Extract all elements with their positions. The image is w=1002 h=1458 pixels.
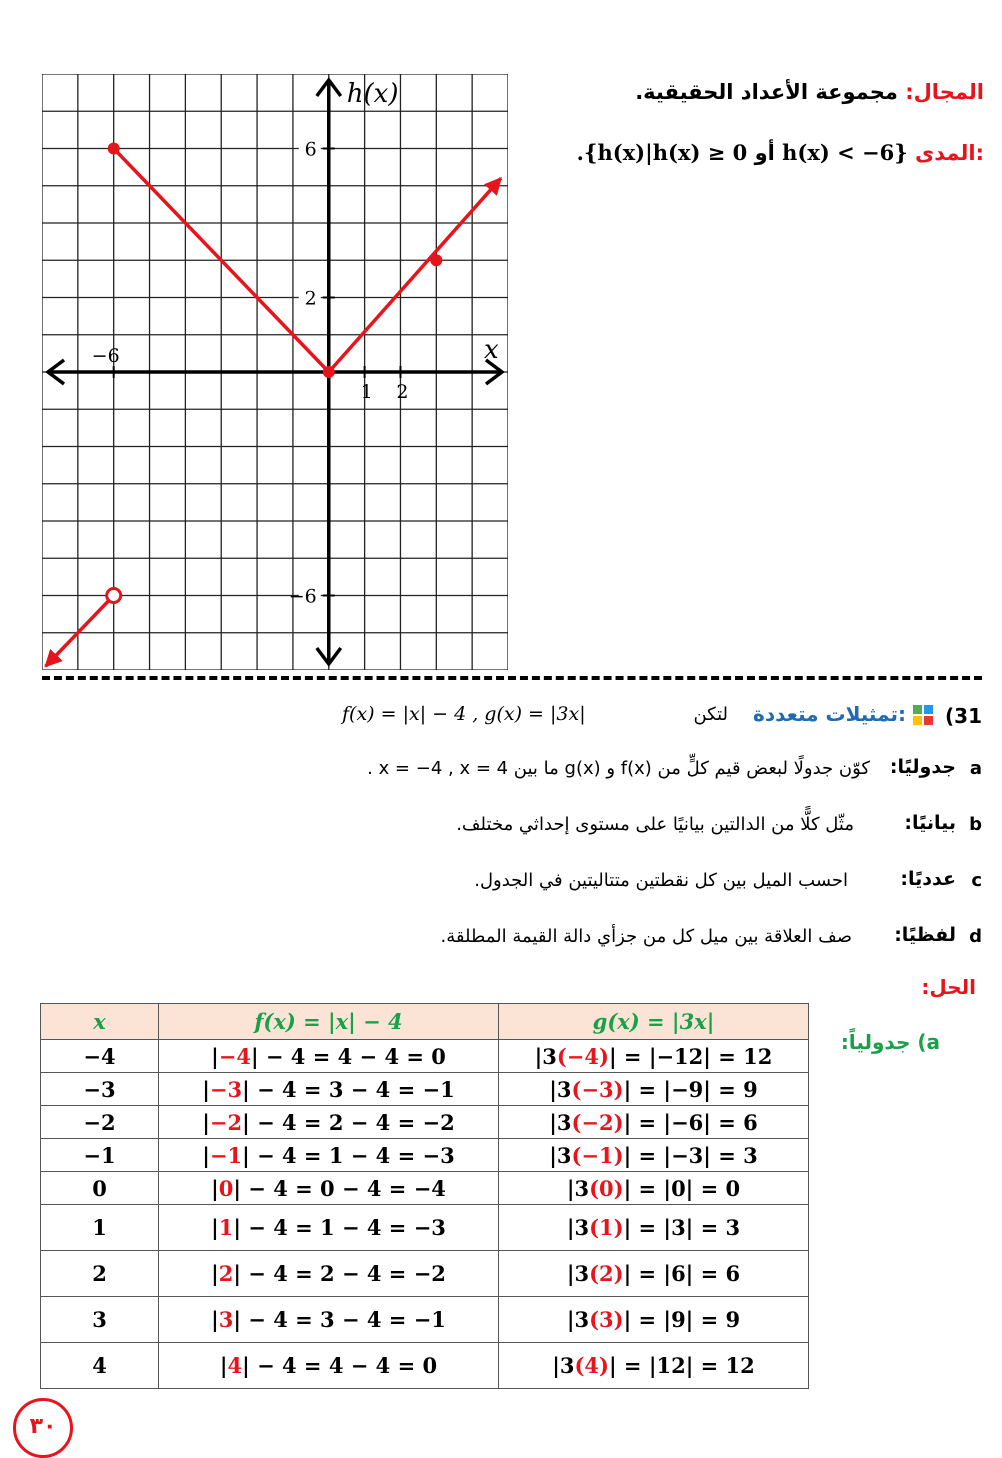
cell-g-expression: | = |9| = 9 [623, 1307, 741, 1332]
range-or-word: أو [754, 141, 775, 165]
cell-x: −3 [41, 1073, 159, 1106]
cell-g [499, 1139, 809, 1172]
cell-x: −2 [41, 1106, 159, 1139]
cell-g-input-value: (4) [574, 1353, 609, 1378]
cell-f-expression: | − 4 = 1 − 4 = −3 [233, 1215, 446, 1240]
cell-g-expression: |3 [549, 1076, 572, 1102]
cell-f [159, 1040, 499, 1073]
cell-f-input-value: 4 [227, 1353, 243, 1378]
part-d-label: لفظيًا: [894, 924, 956, 946]
closed-point [430, 254, 442, 266]
cell-f [159, 1073, 499, 1106]
part-c-text: احسب الميل بين كل نقطتين متتاليتين في الجدول. [474, 870, 848, 891]
cell-g-expression: | = |0| = 0 [623, 1175, 741, 1201]
cell-f-input-value: −4 [218, 1043, 251, 1069]
cell-g [499, 1297, 809, 1343]
part-c [402, 868, 982, 898]
page-number: ٣٠ [13, 1398, 73, 1458]
domain-label: المجال: [905, 80, 984, 104]
range-label: المدى: [915, 141, 984, 165]
cell-f-expression: | − 4 = 4 − 4 = 0 [250, 1043, 446, 1069]
cell-g [499, 1040, 809, 1073]
cell-g-expression: | = |−6| = 6 [623, 1109, 758, 1135]
part-a-letter: a [969, 758, 982, 779]
cell-x: 0 [41, 1172, 159, 1205]
cell-f-expression: | [211, 1307, 219, 1332]
cell-g-input-value: (−2) [571, 1109, 624, 1135]
cell-f [159, 1343, 499, 1389]
cell-f-expression: | [211, 1043, 219, 1069]
absolute-value-graph [42, 74, 508, 670]
part-a [222, 756, 982, 786]
domain-statement [635, 80, 984, 104]
cell-g-expression: |3 [566, 1175, 590, 1201]
part-b-letter: b [969, 814, 982, 835]
header-x: x [41, 1004, 159, 1040]
cell-f-expression: | [202, 1142, 210, 1168]
cell-g-input-value: (3) [589, 1307, 624, 1332]
cell-g-expression: |3 [566, 1307, 590, 1332]
y-axis-label: h(x) [346, 79, 399, 109]
cell-f-expression: | [202, 1076, 210, 1102]
domain-text: مجموعة الأعداد الحقيقية. [635, 80, 898, 104]
cell-g [499, 1172, 809, 1205]
cell-g-input-value: (−1) [571, 1142, 624, 1168]
values-table [40, 1003, 809, 1389]
header-g: g(x) = |3x| [499, 1004, 809, 1040]
cell-g-expression: | = |−12| = 12 [608, 1043, 773, 1069]
cell-f-input-value: 0 [218, 1175, 234, 1201]
y-tick-label: 6 [304, 138, 317, 161]
cell-f [159, 1251, 499, 1297]
cell-g-input-value: (0) [589, 1175, 624, 1201]
cell-f-expression: | [211, 1215, 219, 1240]
table-row [41, 1343, 809, 1389]
problem-functions: f(x) = |x| − 4 , g(x) = |3x| [342, 703, 586, 725]
cell-f-expression: | − 4 = 0 − 4 = −4 [233, 1175, 446, 1201]
cell-f-expression: | − 4 = 3 − 4 = −1 [233, 1307, 446, 1332]
table-row [41, 1073, 809, 1106]
part-d [362, 924, 982, 954]
table-row [41, 1040, 809, 1073]
cell-g-expression: |3 [566, 1261, 590, 1286]
cell-f-expression: | [219, 1353, 228, 1378]
cell-f-expression: | [211, 1175, 219, 1201]
cell-f-expression: | − 4 = 1 − 4 = −3 [242, 1142, 455, 1168]
range-statement [577, 140, 984, 165]
puzzle-icon [912, 704, 934, 726]
cell-f-input-value: 1 [218, 1215, 234, 1240]
cell-g [499, 1343, 809, 1389]
cell-g-expression: | = |−9| = 9 [623, 1076, 758, 1102]
cell-x: −1 [41, 1139, 159, 1172]
cell-g [499, 1251, 809, 1297]
cell-g-input-value: (−4) [556, 1043, 609, 1069]
cell-f-expression: | − 4 = 4 − 4 = 0 [242, 1353, 438, 1378]
part-a-text: كوّن جدولًا لبعض قيم كلٍّ من f(x) و g(x) ما بين x = −4 , x = 4 . [367, 758, 870, 779]
part-b [362, 812, 982, 842]
range-math-right: h(x) < −6} [782, 140, 908, 165]
part-d-letter: d [969, 926, 982, 947]
cell-f-expression: | [202, 1109, 210, 1135]
cell-f-input-value: 2 [218, 1261, 234, 1286]
solution-label: الحل: [921, 975, 976, 999]
cell-g-expression: | = |6| = 6 [623, 1261, 741, 1286]
part-a-label: جدوليًا: [889, 756, 956, 778]
cell-x: 2 [41, 1251, 159, 1297]
table-row [41, 1297, 809, 1343]
part-d-text: صف العلاقة بين ميل كل من جزأي دالة القيمة المطلقة. [440, 926, 852, 947]
table-row [41, 1139, 809, 1172]
x-tick-label: 2 [396, 381, 409, 403]
table-row [41, 1205, 809, 1251]
y-tick-label: 2 [304, 287, 317, 310]
cell-g-input-value: (1) [589, 1215, 624, 1240]
part-b-label: بيانيًا: [904, 812, 956, 834]
problem-header [342, 702, 982, 736]
cell-g-expression: |3 [549, 1142, 572, 1168]
cell-g-expression: | = |−3| = 3 [623, 1142, 758, 1168]
cell-f-input-value: −1 [209, 1142, 243, 1168]
cell-g-expression: | = |3| = 3 [623, 1215, 741, 1240]
cell-x: −4 [41, 1040, 159, 1073]
header-f: f(x) = |x| − 4 [159, 1004, 499, 1040]
part-a-solution-label: a) جدولياً: [840, 1030, 940, 1054]
cell-f [159, 1172, 499, 1205]
cell-f-expression: | − 4 = 3 − 4 = −1 [242, 1076, 455, 1102]
cell-f [159, 1106, 499, 1139]
part-b-text: مثّل كلًّا من الدالتين بيانيًا على مستوى إحداثي مختلف. [456, 814, 854, 835]
part-c-letter: c [971, 870, 982, 891]
table-row [41, 1106, 809, 1139]
cell-f-expression: | − 4 = 2 − 4 = −2 [233, 1261, 446, 1286]
part-c-label: عدديًا: [900, 868, 956, 890]
closed-point [323, 366, 335, 378]
cell-g [499, 1106, 809, 1139]
cell-x: 4 [41, 1343, 159, 1389]
cell-f [159, 1297, 499, 1343]
cell-f-input-value: 3 [218, 1307, 234, 1332]
cell-g-expression: | = |12| = 12 [608, 1353, 755, 1378]
cell-g-expression: |3 [552, 1353, 575, 1378]
cell-f-expression: | [211, 1261, 219, 1286]
cell-g-expression: |3 [549, 1109, 572, 1135]
cell-g-expression: |3 [534, 1043, 557, 1069]
closed-point [108, 143, 120, 155]
cell-f [159, 1139, 499, 1172]
problem-title: تمثيلات متعددة: [753, 702, 906, 726]
cell-f [159, 1205, 499, 1251]
cell-g-input-value: (2) [589, 1261, 624, 1286]
cell-g [499, 1205, 809, 1251]
table-row [41, 1172, 809, 1205]
open-point [107, 589, 121, 603]
cell-f-expression: | − 4 = 2 − 4 = −2 [242, 1109, 455, 1135]
x-axis-label: x [484, 335, 499, 365]
graph-segment [329, 178, 501, 372]
cell-g [499, 1073, 809, 1106]
dashed-divider [42, 676, 982, 680]
table-row [41, 1251, 809, 1297]
problem-intro: لتكن [693, 704, 728, 725]
cell-f-input-value: −3 [209, 1076, 243, 1102]
cell-x: 1 [41, 1205, 159, 1251]
graph-segment [46, 596, 114, 667]
y-tick-label: −6 [288, 585, 317, 608]
cell-g-expression: |3 [566, 1215, 590, 1240]
cell-x: 3 [41, 1297, 159, 1343]
x-tick-label: 1 [360, 381, 373, 403]
cell-g-input-value: (−3) [571, 1076, 624, 1102]
table-header-row [41, 1004, 809, 1040]
problem-number: (31 [945, 704, 982, 728]
cell-f-input-value: −2 [209, 1109, 243, 1135]
x-tick-label: −6 [91, 345, 120, 367]
range-math-left: .{h(x)|h(x) ≥ 0 [576, 140, 748, 165]
axes [48, 80, 502, 664]
